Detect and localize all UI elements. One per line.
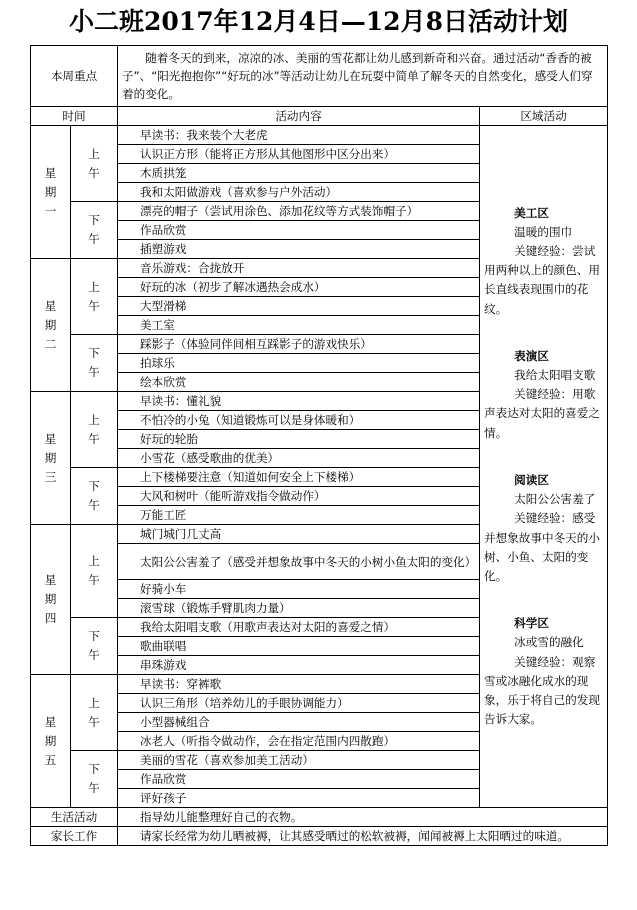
area-key-experience: 关键经验：感受并想象故事中冬天的小树、小鱼、太阳的变化。: [484, 511, 600, 583]
period-label-char: 上: [88, 146, 100, 161]
day-label: [31, 525, 71, 675]
period-label-char: 午: [88, 498, 100, 512]
activity-cell: 绘本欣赏: [118, 373, 480, 392]
area-block: [484, 347, 604, 443]
life-activity-label: 生活活动: [31, 808, 118, 827]
afternoon-label: [71, 618, 118, 675]
period-label-char: 午: [88, 232, 100, 246]
activity-cell: 大风和树叶（能听游戏指令做动作）: [118, 487, 480, 506]
activity-cell: 认识正方形（能将正方形从其他图形中区分出来）: [118, 145, 480, 164]
period-label-char: 午: [88, 365, 100, 379]
activity-cell: 早读书：穿裤歌: [118, 675, 480, 694]
activity-cell: 小型器械组合: [118, 713, 480, 732]
day-label: [31, 126, 71, 259]
morning-label: [71, 259, 118, 335]
day-label-char: 星: [44, 573, 57, 587]
period-label-char: 上: [88, 279, 100, 294]
day-label: [31, 675, 71, 808]
activity-cell: 冰老人（听指令做动作，会在指定范围内四散跑）: [118, 732, 480, 751]
day-label-char: 三: [44, 469, 57, 484]
activity-cell: 滚雪球（锻炼手臂肌肉力量）: [118, 599, 480, 618]
day-label-char: 五: [44, 752, 57, 767]
activity-cell: 歌曲联唱: [118, 637, 480, 656]
period-label-char: 午: [88, 298, 100, 313]
weekly-focus-row: [31, 46, 608, 107]
day-label-char: 期: [44, 592, 57, 606]
activity-cell: 好玩的冰（初步了解冰遇热会成水）: [118, 278, 480, 297]
day-label-char: 一: [44, 203, 57, 218]
life-activity-text: 指导幼儿能整理好自己的衣物。: [118, 808, 608, 827]
parent-work-label: 家长工作: [31, 827, 118, 846]
area-activity-name: 我给太阳唱支歌: [514, 368, 596, 383]
period-label-char: 上: [88, 695, 100, 710]
activity-cell: 小雪花（感受歌曲的优美）: [118, 449, 480, 468]
page-title: 小二班2017年12月4日—12月8日活动计划: [69, 7, 568, 36]
period-label-char: 下: [88, 213, 100, 227]
activity-cell: 不怕冷的小兔（知道锻炼可以是身体暖和）: [118, 411, 480, 430]
activity-cell: 音乐游戏：合拢放开: [118, 259, 480, 278]
area-block: [484, 471, 604, 586]
morning-label: [71, 126, 118, 202]
activity-cell: 我和太阳做游戏（喜欢参与户外活动）: [118, 183, 480, 202]
day-label-char: 期: [44, 184, 57, 199]
activity-cell: 早读书：懂礼貌: [118, 392, 480, 411]
activity-cell: 上下楼梯要注意（知道如何安全上下楼梯）: [118, 468, 480, 487]
period-label-char: 午: [88, 431, 100, 446]
activity-cell: 大型滑梯: [118, 297, 480, 316]
day-label-char: 四: [44, 611, 57, 625]
day-label: [31, 392, 71, 525]
header-time: 时间: [31, 107, 118, 126]
activity-cell: 我给太阳唱支歌（用歌声表达对太阳的喜爱之情）: [118, 618, 480, 637]
period-label-char: 午: [88, 648, 100, 662]
area-key-experience: 关键经验：观察雪或冰融化成水的现象，乐于将自己的发现告诉大家。: [484, 654, 600, 727]
area-block: [484, 614, 604, 729]
activity-cell: 认识三角形（培养幼儿的手眼协调能力）: [118, 694, 480, 713]
parent-work-row: [31, 827, 608, 846]
area-activities-cell: [480, 126, 608, 808]
table-row: [31, 126, 608, 145]
area-title: 阅读区: [514, 472, 549, 487]
day-label: [31, 259, 71, 392]
area-title: 科学区: [514, 616, 549, 631]
period-label-char: 午: [88, 165, 100, 180]
header-content: 活动内容: [118, 107, 480, 126]
parent-work-text: 请家长经常为幼儿晒被褥，让其感受晒过的松软被褥，闻闻被褥上太阳晒过的味道。: [118, 827, 608, 846]
area-block: [484, 204, 604, 319]
period-label-char: 下: [88, 346, 100, 360]
area-activity-name: 温暖的围巾: [514, 224, 573, 239]
activity-cell: 串珠游戏: [118, 656, 480, 675]
afternoon-label: [71, 468, 118, 525]
area-activity-name: 冰或雪的融化: [514, 635, 584, 650]
day-label-char: 星: [44, 165, 57, 180]
period-label-char: 下: [88, 479, 100, 493]
activity-cell: 踩影子（体验同伴间相互踩影子的游戏快乐）: [118, 335, 480, 354]
area-key-experience: 关键经验：尝试用两种以上的颜色、用长直线表现围巾的花纹。: [484, 244, 600, 316]
activity-cell: 美丽的雪花（喜欢参加美工活动）: [118, 751, 480, 770]
period-label-char: 午: [88, 573, 100, 587]
activity-cell: 早读书：我来装个大老虎: [118, 126, 480, 145]
area-title: 美工区: [514, 205, 549, 220]
activity-cell: 拍球乐: [118, 354, 480, 373]
activity-cell: 万能工匠: [118, 506, 480, 525]
activity-cell: 太阳公公害羞了（感受并想象故事中冬天的小树小鱼太阳的变化）: [118, 544, 480, 580]
period-label-char: 下: [88, 762, 100, 776]
activity-cell: 插塑游戏: [118, 240, 480, 259]
day-label-char: 星: [44, 714, 57, 729]
day-label-char: 期: [44, 450, 57, 465]
day-label-char: 星: [44, 431, 57, 446]
activity-cell: 木质拱笼: [118, 164, 480, 183]
period-label-char: 午: [88, 714, 100, 729]
afternoon-label: [71, 335, 118, 392]
day-label-char: 星: [44, 298, 57, 313]
afternoon-label: [71, 751, 118, 808]
header-area: 区域活动: [480, 107, 608, 126]
morning-label: [71, 525, 118, 618]
weekly-focus-text: 随着冬天的到来，凉凉的冰、美丽的雪花都让幼儿感到新奇和兴奋。通过活动“香香的被子”、“阳光抱抱你”“好玩的冰”等活动让幼儿在玩耍中简单了解冬天的自然变化，感受人们穿着的变化。: [118, 46, 608, 107]
header-row: [31, 107, 608, 126]
period-label-char: 上: [88, 412, 100, 427]
activity-cell: 漂亮的帽子（尝试用涂色、添加花纹等方式装饰帽子）: [118, 202, 480, 221]
period-label-char: 午: [88, 781, 100, 795]
afternoon-label: [71, 202, 118, 259]
activity-cell: 城门城门几丈高: [118, 525, 480, 544]
period-label-char: 下: [88, 629, 100, 643]
day-label-char: 期: [44, 733, 57, 748]
area-activity-name: 太阳公公害羞了: [514, 492, 596, 507]
activity-plan-table: [30, 45, 608, 846]
weekly-focus-label: 本周重点: [31, 46, 118, 107]
activity-cell: 美工室: [118, 316, 480, 335]
activity-cell: 好玩的轮胎: [118, 430, 480, 449]
morning-label: [71, 392, 118, 468]
day-label-char: 期: [44, 317, 57, 332]
life-activity-row: [31, 808, 608, 827]
day-label-char: 二: [44, 336, 57, 351]
area-title: 表演区: [514, 348, 549, 363]
activity-cell: 好骑小车: [118, 580, 480, 599]
morning-label: [71, 675, 118, 751]
period-label-char: 上: [88, 554, 100, 568]
area-key-experience: 关键经验：用歌声表达对太阳的喜爱之情。: [484, 387, 600, 440]
activity-cell: 作品欣赏: [118, 221, 480, 240]
activity-cell: 评好孩子: [118, 789, 480, 808]
activity-cell: 作品欣赏: [118, 770, 480, 789]
